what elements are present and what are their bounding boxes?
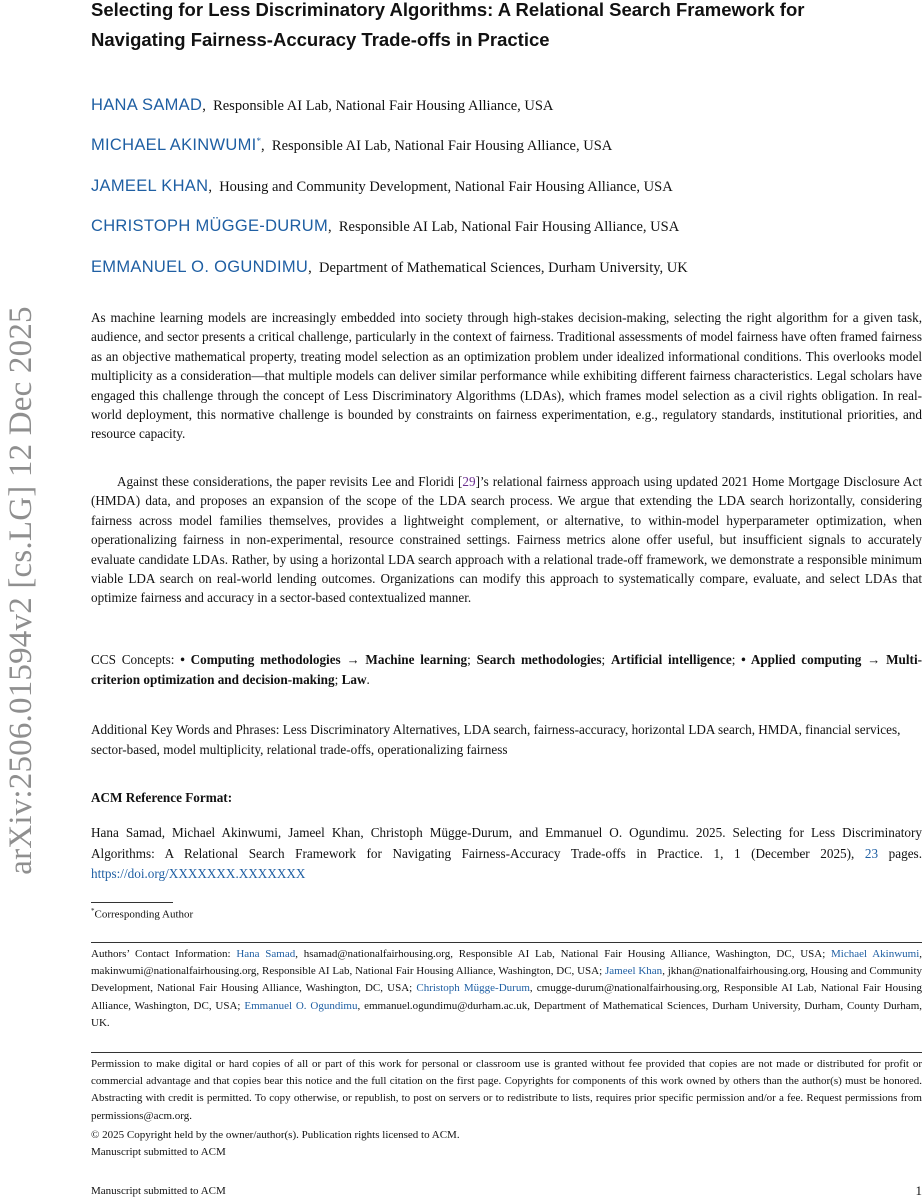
contact-author-link[interactable]: Michael Akinwumi bbox=[831, 948, 920, 960]
permission-notice: Permission to make digital or hard copies of all or part of this work for personal or classroom use is granted without fee provided that copies are not made or distributed for profit or commercial advantage and that copies bear this notice and the full citation on the first page. Copyrights for components of this work owned by others than the author(s) must be honored. Abstracting with credit is permitted. To copy otherwise, or republish, to post on servers or to redistribute to lists, requires prior specific permission and/or a fee. Request permissions from permissions@acm.org. bbox=[91, 1058, 922, 1122]
contact-information bbox=[91, 946, 922, 1032]
author-affiliation: Responsible AI Lab, National Fair Housing Alliance, USA bbox=[338, 219, 680, 235]
permission-divider bbox=[91, 1052, 922, 1053]
footnote bbox=[91, 907, 193, 921]
author-line: HANA SAMAD, Responsible AI Lab, National Fair Housing Alliance, USA bbox=[91, 96, 554, 114]
acm-reference-heading: ACM Reference Format: bbox=[91, 790, 233, 805]
arxiv-stamp-text: arXiv:2506.01594v2 [cs.LG] 12 Dec 2025 bbox=[2, 305, 39, 875]
keywords bbox=[91, 720, 922, 760]
page-number: 1 bbox=[915, 1183, 922, 1198]
contact-label: Authors’ Contact Information: bbox=[91, 948, 237, 960]
ccs-sep: ; bbox=[334, 672, 342, 687]
ccs-concept: Search methodologies bbox=[476, 652, 602, 667]
author-affiliation: Responsible AI Lab, National Fair Housing Alliance, USA bbox=[271, 138, 613, 154]
abstract-paragraph-2 bbox=[91, 472, 922, 608]
contact-details: , makinwumi@nationalfairhousing.org, Responsible AI Lab, National Fair Housing Alliance, Washington, DC, USA; bbox=[91, 948, 922, 978]
reference-text: pages. bbox=[878, 845, 922, 861]
author-name-link[interactable]: CHRISTOPH MÜGGE-DURUM bbox=[91, 217, 328, 235]
ccs-sep: ; bbox=[601, 652, 611, 667]
author-affiliation: Housing and Community Development, National Fair Housing Alliance, USA bbox=[219, 179, 673, 195]
ccs-concept: Law bbox=[341, 672, 367, 687]
footnote-mark: * bbox=[91, 907, 95, 915]
author-line: JAMEEL KHAN, Housing and Community Development, National Fair Housing Alliance, USA bbox=[91, 177, 673, 195]
author-name-link[interactable]: HANA SAMAD bbox=[91, 96, 203, 114]
author-line: EMMANUEL O. OGUNDIMU, Department of Mathematical Sciences, Durham University, UK bbox=[91, 258, 688, 276]
contact-author-link[interactable]: Jameel Khan bbox=[605, 965, 663, 978]
ccs-concept: • Computing methodologies → Machine learning bbox=[180, 652, 468, 667]
abstract-paragraph-1: As machine learning models are increasingly embedded into society through high-stakes decision-making, selecting the right algorithm for a given task, audience, and sector presents a critical challenge, particularly in the context of fairness. Traditional assessments of model fairness have often framed fairness as an objective mathematical property, treating model selection as an optimization problem under idealized informational conditions. This overlooks model multiplicity as a consideration—that multiple models can deliver similar performance while exhibiting different fairness characteristics. Legal scholars have engaged this challenge through the concept of Less Discriminatory Algorithms (LDAs), which frames model selection as a civil rights obligation. In real-world deployment, this normative challenge is bounded by constraints on fairness experimentation, e.g., regulatory standards, institutional priorities, and resource capacity. bbox=[91, 310, 922, 442]
author-name-link[interactable]: EMMANUEL O. OGUNDIMU bbox=[91, 258, 309, 276]
footnote-divider bbox=[91, 902, 173, 903]
paper-title: Selecting for Less Discriminatory Algorithms: A Relational Search Framework for Navigating Fairness-Accuracy Trade-offs in Practice bbox=[91, 0, 805, 50]
author-line: CHRISTOPH MÜGGE-DURUM, Responsible AI Lab, National Fair Housing Alliance, USA bbox=[91, 217, 680, 235]
ccs-sep: ; bbox=[731, 652, 742, 667]
footnote-text: Corresponding Author bbox=[94, 908, 194, 921]
ccs-sep: . bbox=[366, 672, 370, 687]
contact-details: , cmugge-durum@nationalfairhousing.org, Responsible AI Lab, National Fair Housing Alliance, Washington, DC, USA; bbox=[91, 982, 922, 1012]
contact-details: , jkhan@nationalfairhousing.org, Housing and Community Development, National Fair Housing Alliance, Washington, DC, USA; bbox=[91, 965, 922, 995]
reference-text: Hana Samad, Michael Akinwumi, Jameel Khan, Christoph Mügge-Durum, and Emmanuel O. Ogundimu. 2025. Selecting for Less Discriminatory Algorithms: A Relational Search Framework for Navigating Fairness-Accuracy Trade-offs in Practice. 1, 1 (December 2025), bbox=[91, 825, 922, 861]
contact-details: , emmanuel.ogundimu@durham.ac.uk, Department of Mathematical Sciences, Durham University, Durham, County Durham, UK. bbox=[91, 999, 922, 1029]
footer-manuscript: Manuscript submitted to ACM bbox=[91, 1185, 226, 1197]
author-affiliation: Responsible AI Lab, National Fair Housing Alliance, USA bbox=[213, 98, 554, 114]
author-mark[interactable]: * bbox=[256, 136, 262, 147]
ccs-sep: ; bbox=[467, 652, 477, 667]
contact-author-link[interactable]: Emmanuel O. Ogundimu bbox=[244, 999, 358, 1012]
ccs-label: CCS Concepts: bbox=[91, 652, 181, 667]
author-name-link[interactable]: MICHAEL AKINWUMI bbox=[91, 136, 257, 154]
contact-divider bbox=[91, 942, 922, 943]
keywords-text: Less Discriminatory Alternatives, LDA search, fairness-accuracy, horizontal LDA search, HMDA, financial services, sector-based, model multiplicity, relational trade-offs, operationalizing fairness bbox=[91, 722, 901, 757]
ccs-concept: • Applied computing → Multi-criterion optimization and decision-making bbox=[91, 652, 922, 687]
arxiv-stamp bbox=[0, 285, 42, 895]
ccs-concepts bbox=[91, 650, 922, 690]
copyright-line: © 2025 Copyright held by the owner/author(s). Publication rights licensed to ACM. bbox=[91, 1129, 460, 1141]
ccs-concept: Artificial intelligence bbox=[610, 652, 732, 667]
abstract-text: ]’s relational fairness approach using updated 2021 Home Mortgage Disclosure Act (HMDA) data, and proposes an expansion of the scope of the LDA search process. We argue that extending the LDA search horizontally, considering fairness across model families themselves, provides a lightweight complement, or alternative, to within-model hyperparameter optimization, when operationalizing fairness in non-experimental, resource constrained settings. Fairness metrics alone offer useful, but insufficient signals to accurately evaluate candidate LDAs. Rather, by using a horizontal LDA search approach with a relational trade-off framework, we demonstrate a responsible minimum viable LDA search on real-world lending outcomes. Organizations can modify this approach to systematically compare, evaluate, and select LDAs that optimize fairness and accuracy in a sector-based contextualized manner. bbox=[91, 474, 922, 606]
author-name-link[interactable]: JAMEEL KHAN bbox=[91, 177, 209, 195]
doi-link[interactable]: https://doi.org/XXXXXXX.XXXXXXX bbox=[91, 866, 306, 881]
author-affiliation: Department of Mathematical Sciences, Durham University, UK bbox=[319, 260, 688, 276]
citation-link[interactable]: 29 bbox=[462, 474, 476, 489]
contact-author-link[interactable]: Hana Samad bbox=[236, 948, 296, 960]
contact-details: , hsamad@nationalfairhousing.org, Responsible AI Lab, National Fair Housing Alliance, Washington, DC, USA; bbox=[295, 948, 832, 960]
pages-link[interactable]: 23 bbox=[864, 845, 879, 861]
manuscript-line: Manuscript submitted to ACM bbox=[91, 1146, 226, 1158]
acm-reference bbox=[91, 823, 922, 885]
contact-author-link[interactable]: Christoph Mügge-Durum bbox=[416, 982, 530, 995]
abstract-text: Against these considerations, the paper revisits Lee and Floridi [ bbox=[117, 474, 463, 489]
keywords-label: Additional Key Words and Phrases: bbox=[91, 722, 283, 737]
author-line: MICHAEL AKINWUMI*, Responsible AI Lab, National Fair Housing Alliance, USA bbox=[91, 136, 613, 154]
